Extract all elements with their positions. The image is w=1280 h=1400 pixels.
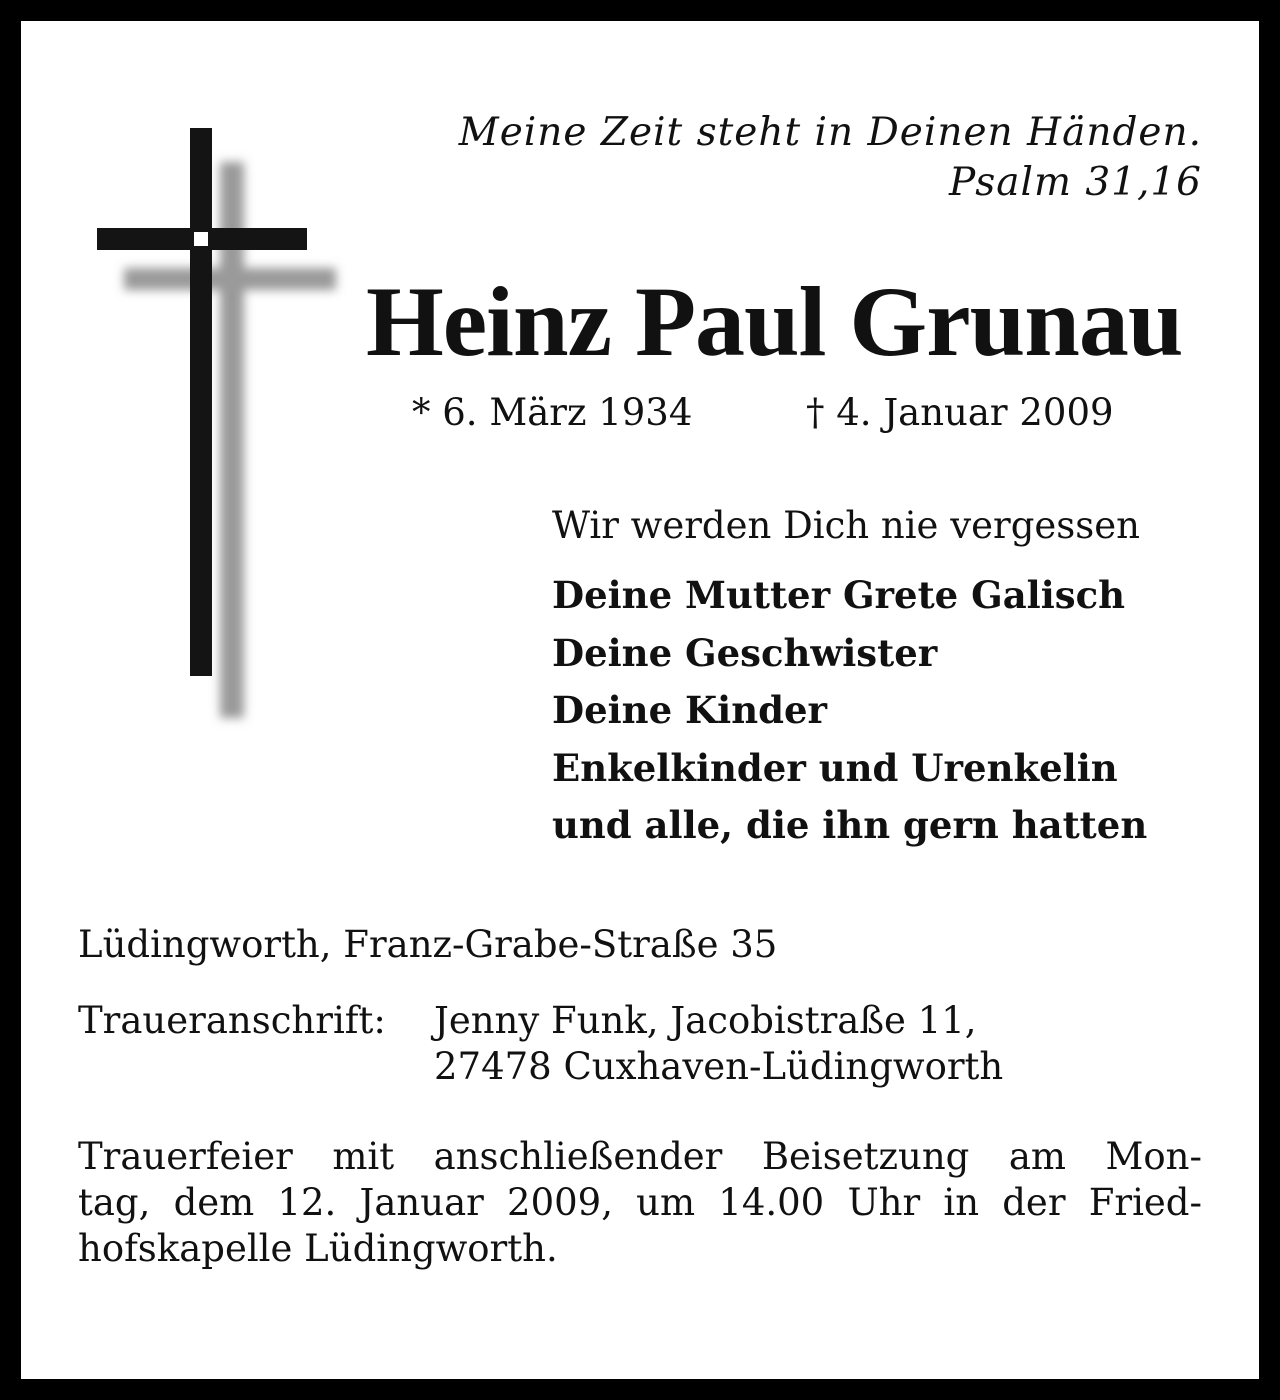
birth-date: * 6. März 1934 (412, 391, 693, 434)
service-line: hofskapelle Lüdingworth. (78, 1227, 558, 1270)
epigraph-source: Psalm 31,16 (949, 160, 1202, 205)
mourner-line: Enkelkinder und Urenkelin (552, 745, 1118, 790)
epigraph (459, 108, 1202, 208)
contact-address-line: 27478 Cuxhaven-Lüdingworth (434, 1045, 1004, 1088)
death-date: † 4. Januar 2009 (806, 391, 1114, 434)
mourner-line: Deine Geschwister (552, 630, 938, 675)
service-line: tag, dem 12. Januar 2009, um 14.00 Uhr in der Fried- (78, 1181, 1202, 1224)
mourner-line: Deine Kinder (552, 688, 828, 732)
service-notice (78, 1134, 1202, 1272)
mourner-line: Deine Mutter Grete Galisch (552, 573, 1126, 617)
closing-line: Wir werden Dich nie vergessen (552, 504, 1140, 547)
contact-address (434, 998, 1003, 1090)
home-address: Lüdingworth, Franz-Grabe-Straße 35 (78, 923, 778, 966)
cross-body (97, 128, 307, 676)
contact-address-line: Jenny Funk, Jacobistraße 11, (434, 999, 977, 1042)
deceased-name: Heinz Paul Grunau (366, 266, 1183, 377)
mourners-list (552, 567, 1147, 855)
service-line: Trauerfeier mit anschließender Beisetzung am Mon- (78, 1135, 1202, 1178)
contact-label: Traueranschrift: (78, 999, 386, 1042)
cross-center-highlight (194, 232, 208, 246)
cross-icon (0, 0, 400, 760)
mourner-line: und alle, die ihn gern hatten (552, 803, 1148, 847)
epigraph-quote: Meine Zeit steht in Deinen Händen. (458, 110, 1202, 155)
